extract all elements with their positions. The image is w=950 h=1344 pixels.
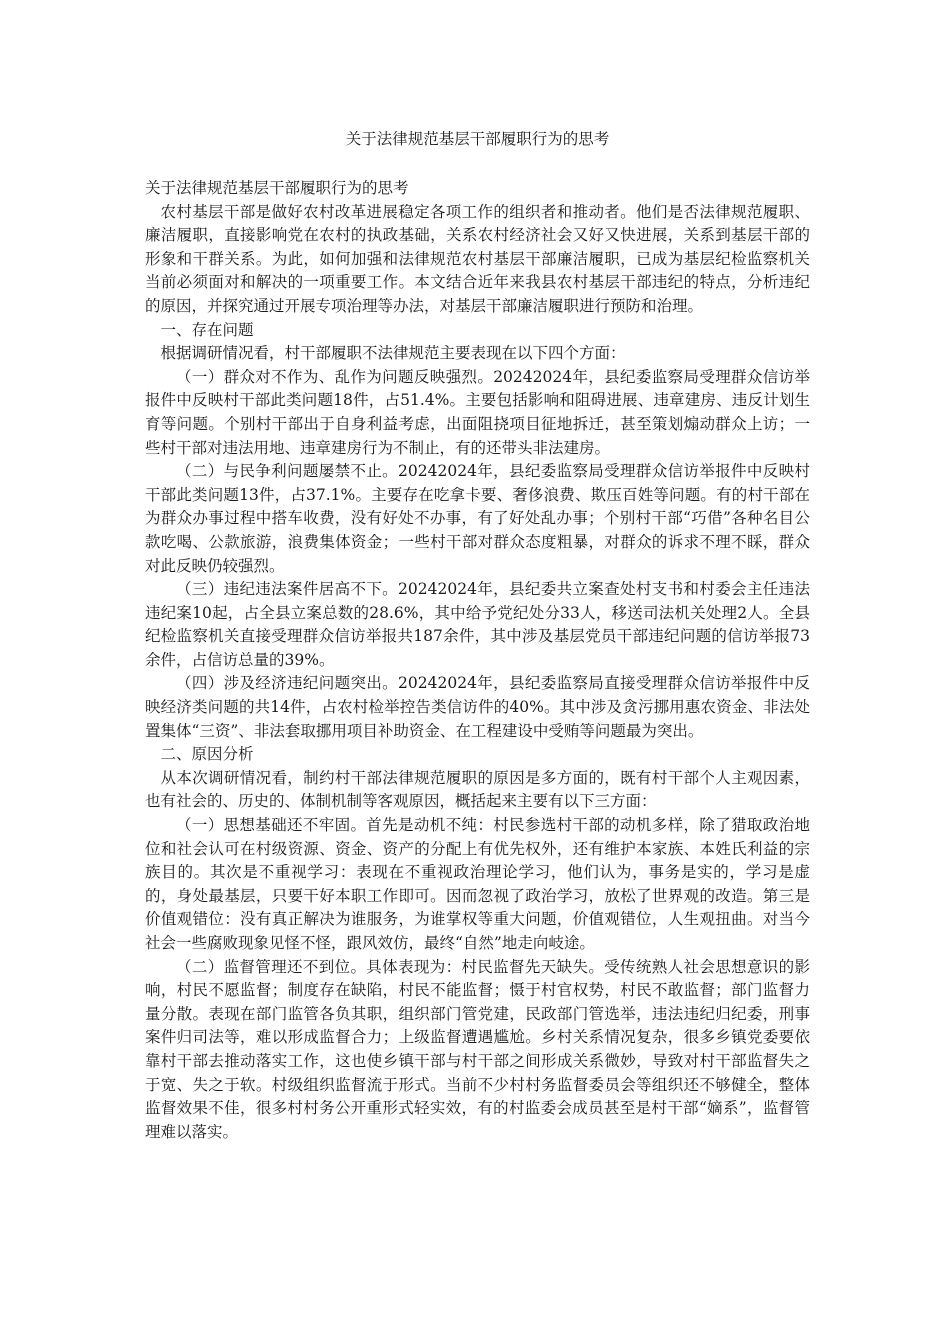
document-body [145, 177, 810, 1144]
paragraph-cause-2: （二）监督管理还不到位。具体表现为：村民监督先天缺失。受传统熟人社会思想意识的影响，村民不愿监督；制度存在缺陷，村民不能监督；慑于村官权势，村民不敢监督；部门监督力量分散。表现在部门监管各负其职，组织部门管党建，民政部门管选举，违法违纪归纪委，刑事案件归司法等，难以形成监督合力；上级监督遭遇尴尬。乡村关系情况复杂，很多乡镇党委要依靠村干部去推动落实工作，这也使乡镇干部与村干部之间形成关系微妙，导致对村干部监督失之于宽、失之于软。村级组织监督流于形式。当前不少村村务监督委员会等组织还不够健全，整体监督效果不佳，很多村村务公开重形式轻实效，有的村监委会成员甚至是村干部“嫡系”，监督管理难以落实。 [145, 957, 810, 1141]
paragraph-intro: 农村基层干部是做好农村改革进展稳定各项工作的组织者和推动者。他们是否法律规范履职、廉洁履职，直接影响党在农村的执政基础，关系农村经济社会又好又快进展，关系到基层干部的形象和干群关系。为此，如何加强和法律规范农村基层干部廉洁履职，已成为基层纪检监察机关当前必须面对和解决的一项重要工作。本文结合近年来我县农村基层干部违纪的特点，分析违纪的原因，并探究通过开展专项治理等办法，对基层干部廉洁履职进行预防和治理。 [145, 202, 810, 315]
paragraph-problem-2: （二）与民争利问题屡禁不止。20242024年，县纪委监察局受理群众信访举报件中反映村干部此类问题13件，占37.1%。主要存在吃拿卡要、奢侈浪费、欺压百姓等问题。有的村干部在为群众办事过程中搭车收费，没有好处不办事，有了好处乱办事；个别村干部“巧借”各种名目公款吃喝、公款旅游，浪费集体资金；一些村干部对群众态度粗暴，对群众的诉求不理不睬，群众对此反映仍较强烈。 [145, 462, 810, 575]
body-heading: 关于法律规范基层干部履职行为的思考 [145, 179, 409, 197]
paragraph-problem-4: （四）涉及经济违纪问题突出。20242024年，县纪委监察局直接受理群众信访举报件中反映经济类问题的共14件，占农村检举控告类信访件的40%。其中涉及贪污挪用惠农资金、非法处置集体“三资”、非法套取挪用项目补助资金、在工程建设中受贿等问题最为突出。 [145, 674, 810, 740]
section-heading-problems: 一、存在问题 [160, 320, 254, 339]
paragraph-problems-overview: 根据调研情况看，村干部履职不法律规范主要表现在以下四个方面： [160, 344, 626, 363]
section-heading-causes: 二、原因分析 [160, 745, 254, 764]
paragraph-causes-overview: 从本次调研情况看，制约村干部法律规范履职的原因是多方面的，既有村干部个人主观因素，也有社会的、历史的、体制机制等客观原因，概括起来主要有以下三方面： [145, 768, 810, 811]
document-title: 关于法律规范基层干部履职行为的思考 [345, 130, 610, 148]
paragraph-problem-1: （一）群众对不作为、乱作为问题反映强烈。20242024年，县纪委监察局受理群众信访举报件中反映村干部此类问题18件，占51.4%。主要包括影响和阻碍进展、违章建房、违反计划生育等问题。个别村干部出于自身利益考虑，出面阻挠项目征地拆迁，甚至策划煽动群众上访；一些村干部对违法用地、违章建房行为不制止，有的还带头非法建房。 [145, 367, 810, 457]
paragraph-cause-1: （一）思想基础还不牢固。首先是动机不纯：村民参选村干部的动机多样，除了猎取政治地位和社会认可在村级资源、资金、资产的分配上有优先权外，还有维护本家族、本姓氏利益的宗族目的。其次是不重视学习：表现在不重视政治理论学习，他们认为，事务是实的，学习是虚的，身处最基层，只要干好本职工作即可。因而忽视了政治学习，放松了世界观的改造。第三是价值观错位：没有真正解决为谁服务，为谁掌权等重大问题，价值观错位，人生观扭曲。对当今社会一些腐败现象见怪不怪，跟风效仿，最终“自然”地走向岐途。 [145, 816, 810, 952]
paragraph-problem-3: （三）违纪违法案件居高不下。20242024年，县纪委共立案查处村支书和村委会主任违法违纪案10起，占全县立案总数的28.6%，其中给予党纪处分33人，移送司法机关处理2人。全县纪检监察机关直接受理群众信访举报共187余件，其中涉及基层党员干部违纪问题的信访举报73余件，占信访总量的39%。 [145, 580, 810, 669]
